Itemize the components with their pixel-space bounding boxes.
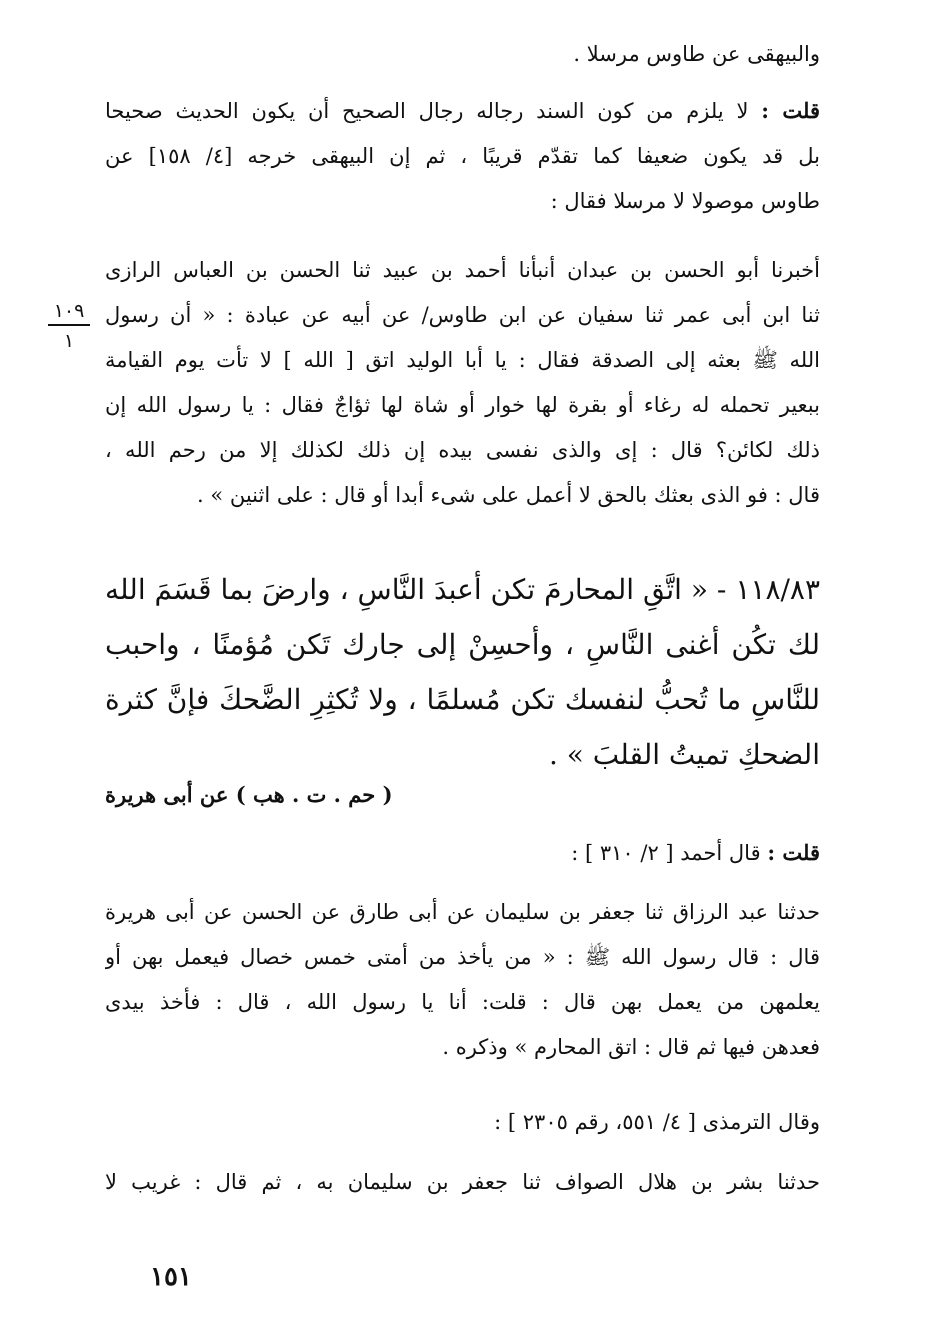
text-line: فعدهن فيها ثم قال : اتق المحارم » وذكره . bbox=[442, 1035, 820, 1059]
text-line: طاوس موصولا لا مرسلا فقال : bbox=[550, 189, 820, 213]
text-line: ١١٨/٨٣ - « اتَّقِ المحارمَ تكن أعبدَ النَّاسِ ، وارضَ بما قَسَمَ الله bbox=[105, 573, 820, 606]
text-line: يعلمهن من يعمل بهن قال : قلت: أنا يا رسول الله ، قال : فأخذ بيدى bbox=[105, 990, 820, 1014]
paragraph-isnad-1 bbox=[105, 248, 820, 518]
qultu-label: قلت : bbox=[761, 98, 820, 123]
text-line: بل قد يكون ضعيفا كما تقدّم قريبًا ، ثم إن البيهقى خرجه [٤/ ١٥٨] عن bbox=[105, 144, 820, 168]
text-line: قال : فو الذى بعثك بالحق لا أعمل على شىء أبدا أو قال : على اثنين » . bbox=[196, 483, 820, 507]
text-line: للنَّاسِ ما تُحبُّ لنفسك تكن مُسلمًا ، ولا تُكثِرِ الضَّحكَ فإنَّ كثرة bbox=[105, 683, 820, 716]
text-line: قال : قال رسول الله ﷺ : « من يأخذ من أمتى خمس خصال فيعمل بهن أو bbox=[105, 945, 820, 969]
text-line bbox=[105, 88, 820, 134]
paragraph-intro bbox=[105, 32, 820, 77]
text-line: لك تكُن أغنى النَّاسِ ، وأحسِنْ إلى جارك تَكن مُؤمنًا ، واحبب bbox=[105, 628, 820, 661]
paragraph-qultu-2 bbox=[105, 830, 820, 876]
text-line: الله ﷺ بعثه إلى الصدقة فقال : يا أبا الوليد اتق [ الله ] لا تأت يوم القيامة bbox=[105, 348, 820, 372]
hadith-source: ( حم . ت . هب ) عن أبى هريرة bbox=[105, 782, 393, 807]
margin-numerator: ١٠٩ bbox=[48, 300, 90, 326]
text-line: أخبرنا أبو الحسن بن عبدان أنبأنا أحمد بن عبيد ثنا الحسن بن العباس الرازى bbox=[105, 258, 820, 282]
qultu-label: قلت : bbox=[767, 840, 820, 865]
paragraph-tirmidhi bbox=[105, 1100, 820, 1145]
text-segment: قال أحمد [ ٢/ ٣١٠ ] : bbox=[571, 841, 761, 865]
paragraph-isnad-3 bbox=[105, 1160, 820, 1205]
text-line: ثنا ابن أبى عمر ثنا سفيان عن ابن طاوس/ عن أبيه عن عبادة : « أن رسول bbox=[105, 303, 820, 327]
hadith-text bbox=[105, 562, 820, 782]
text-line: والبيهقى عن طاوس مرسلا . bbox=[573, 42, 820, 66]
text-line bbox=[105, 830, 820, 876]
margin-denominator: ١ bbox=[63, 330, 75, 352]
page-number: ١٥١ bbox=[150, 1262, 192, 1292]
text-line: حدثنا عبد الرزاق ثنا جعفر بن سليمان عن أبى طارق عن الحسن عن أبى هريرة bbox=[105, 900, 820, 924]
text-line: الضحكِ تميتُ القلبَ » . bbox=[548, 738, 820, 771]
paragraph-isnad-2 bbox=[105, 890, 820, 1070]
text-line: وقال الترمذى [ ٤/ ٥٥١، رقم ٢٣٠٥ ] : bbox=[494, 1110, 820, 1134]
text-line: ذلك لكائن؟ قال : إى والذى نفسى بيده إن ذلك لكذلك إلا من رحم الله ، bbox=[105, 438, 820, 462]
text-line: ببعير تحمله له رغاء أو بقرة لها خوار أو شاة لها ثؤاجٌ فقال : يا رسول الله إن bbox=[105, 393, 820, 417]
paragraph-qultu-1 bbox=[105, 88, 820, 224]
text-line: حدثنا بشر بن هلال الصواف ثنا جعفر بن سليمان به ، ثم قال : غريب لا bbox=[105, 1170, 820, 1194]
margin-page-reference bbox=[48, 300, 90, 352]
text-segment: لا يلزم من كون السند رجاله رجال الصحيح أن يكون الحديث صحيحا bbox=[105, 99, 749, 123]
